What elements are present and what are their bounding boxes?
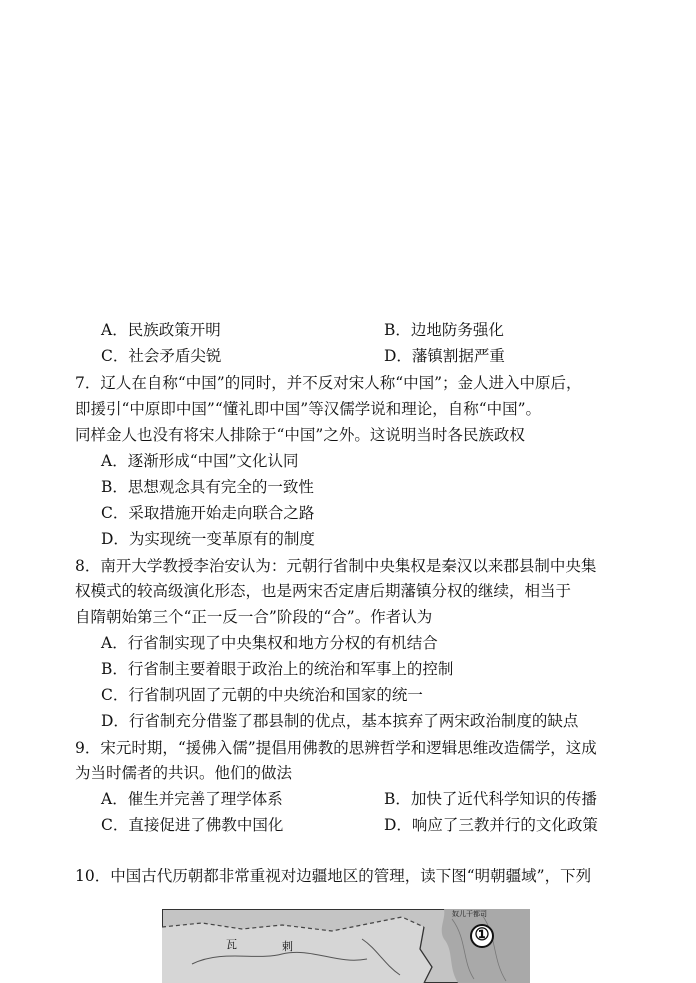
q6-option-c: C．社会矛盾尖锐	[101, 347, 222, 365]
q7-stem-line-2: 即援引“中原即中国”“懂礼即中国”等汉儒学说和理论，自称“中国”。	[75, 400, 542, 418]
ming-territory-map	[162, 909, 530, 983]
q6-option-d: D．藩镇割据严重	[384, 347, 505, 365]
map-label-nurgan: 奴儿干都司	[452, 910, 487, 918]
q8-stem-line-2: 权模式的较高级演化形态，也是两宋否定唐后期藩镇分权的继续，相当于	[75, 582, 572, 600]
q8-stem-line-1: 8．南开大学教授李治安认为：元朝行省制中央集权是秦汉以来郡县制中央集	[75, 557, 597, 575]
q8-stem-line-3: 自隋朝始第三个“正一反一合”阶段的“合”。作者认为	[75, 608, 433, 626]
map-marker-number: ①	[474, 925, 490, 945]
map-drawing	[162, 909, 530, 983]
q8-option-d: D．行省制充分借鉴了郡县制的优点，基本摈弃了两宋政治制度的缺点	[101, 712, 579, 730]
q7-stem-line-3: 同样金人也没有将宋人排除于“中国”之外。这说明当时各民族政权	[75, 426, 525, 444]
q9-option-b: B．加快了近代科学知识的传播	[384, 790, 597, 808]
q7-option-b: B．思想观念具有完全的一致性	[101, 478, 314, 496]
q9-option-d: D．响应了三教并行的文化政策	[384, 816, 598, 834]
q6-option-b: B．边地防务强化	[384, 321, 504, 339]
q8-option-b: B．行省制主要着眼于政治上的统治和军事上的控制	[101, 660, 454, 678]
q7-option-c: C．采取措施开始走向联合之路	[101, 504, 315, 522]
map-label-wa: 瓦	[226, 938, 237, 951]
q7-option-d: D．为实现统一变革原有的制度	[101, 530, 315, 548]
q6-option-a: A．民族政策开明	[101, 321, 221, 339]
q9-option-a: A．催生并完善了理学体系	[101, 790, 283, 808]
q10-stem-line-1: 10．中国古代历朝都非常重视对边疆地区的管理，读下图“明朝疆域”，下列	[75, 867, 592, 885]
q9-stem-line-1: 9．宋元时期，“援佛入儒”提倡用佛教的思辨哲学和逻辑思维改造儒学，这成	[75, 739, 597, 757]
q8-option-c: C．行省制巩固了元朝的中央统治和国家的统一	[101, 686, 423, 704]
q7-option-a: A．逐渐形成“中国”文化认同	[101, 452, 299, 470]
map-label-la: 剌	[282, 940, 293, 953]
q7-stem-line-1: 7．辽人在自称“中国”的同时，并不反对宋人称“中国”；金人进入中原后，	[75, 374, 582, 392]
q9-stem-line-2: 为当时儒者的共识。他们的做法	[75, 764, 293, 782]
q9-option-c: C．直接促进了佛教中国化	[101, 816, 284, 834]
q8-option-a: A．行省制实现了中央集权和地方分权的有机结合	[101, 634, 438, 652]
